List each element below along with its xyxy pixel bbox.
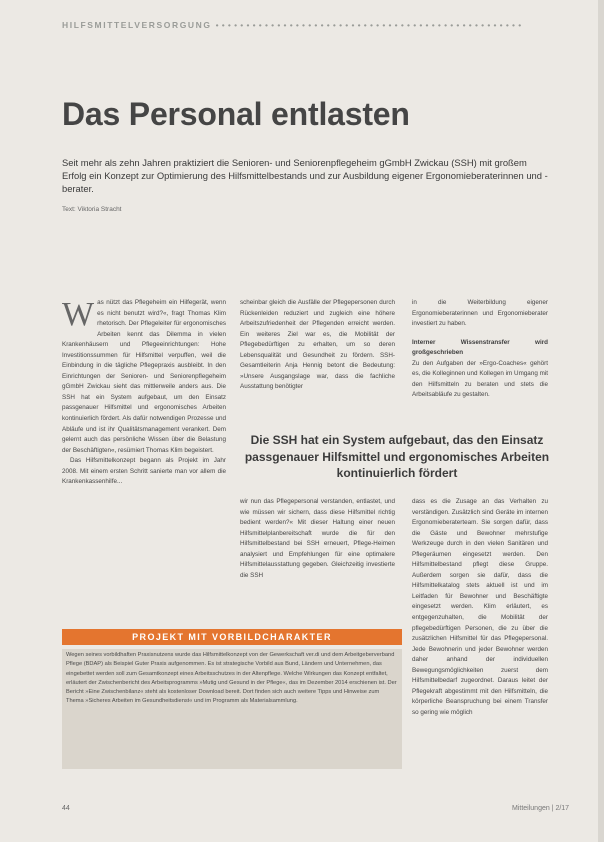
article-author: Text: Viktoria Stracht (62, 206, 122, 213)
article-title: Das Personal entlasten (62, 96, 410, 132)
article-lead: Seit mehr als zehn Jahren praktiziert die Senioren- und Seniorenpflegeheim gGmbH Zwickau (SSH) mit großem Erfolg ein Konzept zur Optimierung des Hilfsmittelbestands und zur Ausbildung eigener Ergonomieberaterinnen und -berater. (62, 157, 548, 194)
body-column-2 (240, 298, 395, 393)
body-paragraph: scheinbar gleich die Ausfälle der Pflegepersonen durch Rückenleiden reduziert und zugleich eine höhere Arbeitszufriedenheit der Pflegenden erreicht werden. Ein weiteres Ziel war es, die Mobilität der Pflegebedürftigen zu erhalten, um so deren Lebensqualität und Gesundheit zu fördern. SSH-Gesamtleiterin Anja Hennig betont die Bedeutung: »Unsere Ausgangslage war, dass die fachliche Ausstattung benötigter (240, 299, 395, 391)
body-paragraph: Das Hilfsmittelkonzept begann als Projekt im Jahr 2008. Mit einem ersten Schritt sanierte man vor allem die Krankenkassenhilfe... (62, 457, 226, 486)
body-column-3 (412, 298, 548, 401)
section-header (62, 20, 524, 30)
body-paragraph: Zu den Aufgaben der »Ergo-Coaches« gehört es, die Kolleginnen und Kollegen im Umgang mit den Hilfsmitteln zu beraten und stets die Arbeitsabläufe zu gestalten. (412, 359, 548, 399)
info-box-title: PROJEKT MIT VORBILDCHARAKTER (62, 629, 402, 645)
body-paragraph: in die Weiterbildung eigener Ergonomieberaterinnen und Ergonomieberater investiert zu haben. (412, 299, 548, 328)
body-column-1 (62, 298, 226, 488)
page-number: 44 (62, 805, 70, 812)
info-box-text: Wegen seines vorbildhaften Praxisnutzens wurde das Hilfsmittelkonzept von der Gewerkschaft ver.di und dem Arbeitgeberverband Pflege (BDAP) als Beispiel Guter Praxis aufgenommen. Es ist strategische Vorbild aus Bund, Ländern und Unternehmen, das eingebettet werden soll zum Gesamtkonzept eines Arbeitsschutzes in der Altenpflege. Welche Wirkungen das Konzept entfaltet, erläutert der Zwischenbericht des Arbeitsprogramms »Mutig und Gesund in der Pflege«, das im Dezember 2014 erschienen ist. Der Bericht »Eine Zwischenbilanz« steht als kostenloser Download bereit. Dort finden sich auch weitere Tipps und Hinweise zum Thema »Sicheres Arbeiten im Gesundheitsdienst« und im Programm als Materialsammlung. (66, 652, 397, 705)
body-paragraph: wir nun das Pflegepersonal verstanden, entlastet, und wie müssen wir sichern, dass diese Hilfsmittel richtig bedient werden?« Mit dieser Haltung einer neuen Hilfsmittelplanbereitschaft wurde die für den Hilfsmittelbestand bei SSH erneuert, Pflege-Heimen analysiert und Empfehlungen für eine optimalere Hilfsmittelausstattung gegeben. Gleichzeitig investierte die SSH (240, 498, 395, 579)
page-gutter-shadow (598, 0, 604, 842)
section-label: HILFSMITTELVERSORGUNG (62, 20, 212, 30)
drop-cap: W (62, 296, 95, 333)
body-paragraph: as nützt das Pflegeheim ein Hilfegerät, wenn es nicht benutzt wird?«, fragt Thomas Klim rhetorisch. Der Pflegeleiter für ergonomisches Arbeiten kennt das Dilemma in vielen Krankenhäusern und Pflegeeinrichtungen: Hohe Investitionssummen für Hilfsmittel verpuffen, weil die Einbindung in die tägliche Pflegepraxis ausbleibt. In den Einrichtungen der Senioren- und Seniorenpflegeheim gGmbH Zwickau sieht das mittlerweile anders aus. Die SSH hat ein System aufgebaut, um den Einsatz passgenauer Hilfsmittel und ergonomisches Arbeiten kontinuierlich fördert. Als dafür notwendigen Prozesse und Abläufe und ist ihr Qualitätsmanagement verankert. Dem gelernt auch das persönliche Wissen über die Belastung der Beschäftigten«, resümiert Thomas Klim begeistert. (62, 299, 226, 454)
sub-heading: Interner Wissenstransfer wird großgeschrieben (412, 338, 548, 357)
body-column-2-lower (240, 497, 395, 581)
magazine-footer: Mitteilungen | 2/17 (512, 805, 570, 812)
pull-quote: Die SSH hat ein System aufgebaut, das den Einsatz passgenauer Hilfsmittel und ergonomisches Arbeiten kontinuierlich fördert (244, 433, 550, 480)
body-paragraph: dass es die Zusage an das Verhalten zu verständigen. Zusätzlich sind Geräte im internen Ergonomieberaterteam. Sie sorgen dafür, dass die Gäste und Bewohner mehrstufige Werkzeuge durch in den vielen Sanitären und Pflegeräumen eingesetzt werden. Den Hilfsmittelbestand pflegt diese Gruppe. Außerdem sorgen sie dafür, dass die Hilfsmittelkatalog stets aktuell ist und im Leitfaden für Bewohner und Beschäftigte eingesetzt werden. Klim erläutert, es entgegenzuhalten, die Mobilität der pflegebedürftigen Personen, die zu über die zusätzlichen Hilfsmittel für das Pflegepersonal. Jede Bewohnerin und jeder Bewohner werden daher anhand der individuellen Bewegungsmöglichkeiten zuerst dem Hilfsmittelbedarf zugeordnet. Daraus leitet der Pflegekraft abgestimmt mit den Hilfsmitteln, die körperliche Beanspruchung bei einem Transfer so gering wie möglich (412, 498, 548, 716)
section-dots: •••••••••••••••••••••••••••••••••••••••••••••••••• (215, 20, 525, 30)
body-column-3-lower (412, 497, 548, 718)
